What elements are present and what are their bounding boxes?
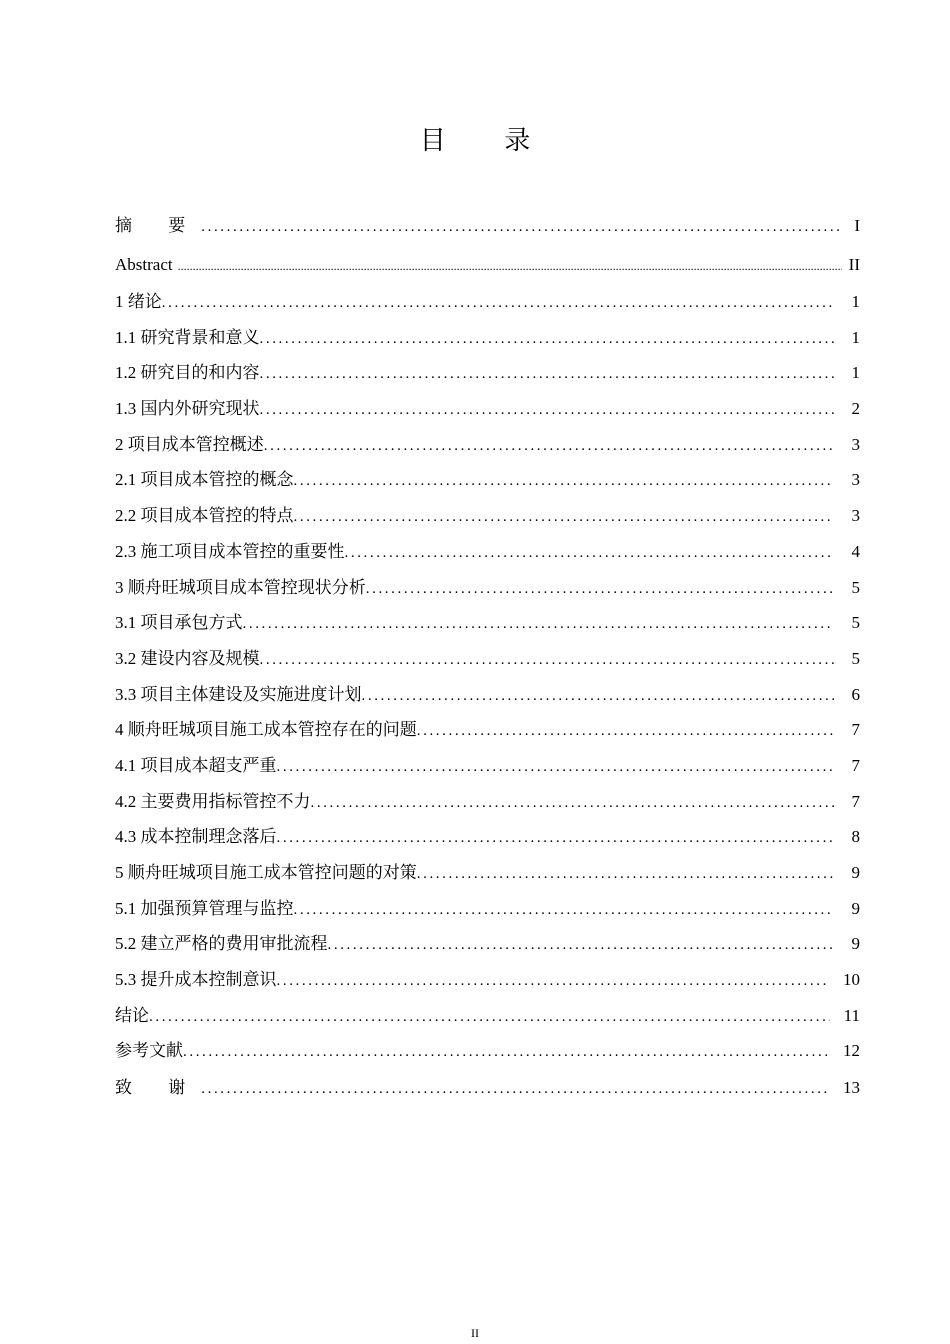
toc-entry-page: 8 xyxy=(851,827,860,847)
toc-entry-page: 1 xyxy=(851,363,860,383)
toc-entry[interactable] xyxy=(115,712,860,748)
toc-entry-label: 4.3 成本控制理念落后 xyxy=(115,827,277,847)
toc-leader-dots xyxy=(294,464,835,498)
toc-leader-dots xyxy=(201,208,842,246)
toc-entry[interactable] xyxy=(115,284,860,320)
toc-leader-dots xyxy=(366,572,834,606)
toc-leader-dots xyxy=(277,750,835,784)
toc-leader-dots xyxy=(417,714,834,748)
toc-entry-page: 7 xyxy=(851,791,860,811)
toc-entry-label: 1 绪论 xyxy=(115,292,162,311)
toc-entry[interactable] xyxy=(115,498,860,534)
toc-entry-label: 1.1 研究背景和意义 xyxy=(115,327,260,347)
toc-entry-page: I xyxy=(854,216,860,235)
toc-entry-page: 10 xyxy=(843,970,860,990)
toc-leader-dots xyxy=(417,857,834,891)
toc-entry[interactable] xyxy=(115,748,860,784)
toc-entry-page: 3 xyxy=(851,470,860,490)
toc-entry-label: 结论 xyxy=(115,1005,149,1025)
toc-entry-page: 12 xyxy=(843,1041,860,1061)
toc-entry-page: 1 xyxy=(851,327,860,347)
toc-leader-dots xyxy=(183,1035,829,1069)
toc-leader-dots xyxy=(328,928,835,962)
toc-entry-acknowledgements[interactable] xyxy=(115,1069,860,1108)
toc-leader-dots xyxy=(311,786,835,820)
toc-leader-dots xyxy=(260,393,835,427)
toc-entry[interactable] xyxy=(115,962,860,998)
toc-entry-page: 9 xyxy=(851,934,860,954)
toc-entry[interactable] xyxy=(115,534,860,570)
toc-entry-label: 5 顺舟旺城项目施工成本管控问题的对策 xyxy=(115,863,417,882)
toc-entry[interactable] xyxy=(115,641,860,677)
toc-leader-dots xyxy=(178,247,842,285)
toc-entry-label: 2.1 项目成本管控的概念 xyxy=(115,470,294,490)
toc-entry[interactable] xyxy=(115,427,860,463)
toc-entry-page: 5 xyxy=(851,613,860,633)
toc-entry[interactable] xyxy=(115,462,860,498)
toc-entry-label: 3.1 项目承包方式 xyxy=(115,613,243,633)
toc-leader-dots xyxy=(162,286,834,320)
toc-leader-dots xyxy=(201,1070,829,1108)
toc-entry-page: 7 xyxy=(851,755,860,775)
toc-entry[interactable] xyxy=(115,570,860,606)
toc-leader-dots xyxy=(264,429,834,463)
toc-entry[interactable] xyxy=(115,677,860,713)
toc-entry-label: 5.2 建立严格的费用审批流程 xyxy=(115,934,328,954)
toc-entry[interactable] xyxy=(115,391,860,427)
toc-entry-label: 2.3 施工项目成本管控的重要性 xyxy=(115,541,345,561)
toc-entry-label: 4.1 项目成本超支严重 xyxy=(115,755,277,775)
toc-entry-page: 3 xyxy=(851,506,860,526)
toc-entry-label: 4 顺舟旺城项目施工成本管控存在的问题 xyxy=(115,720,417,740)
toc-leader-dots xyxy=(277,821,835,855)
toc-entry-label: 2.2 项目成本管控的特点 xyxy=(115,506,294,526)
toc-entry[interactable] xyxy=(115,355,860,391)
page-title: 目 录 xyxy=(419,126,557,155)
toc-entry-page: 4 xyxy=(851,541,860,561)
toc-entry[interactable] xyxy=(115,891,860,927)
toc-entry-label: 参考文献 xyxy=(115,1041,183,1061)
toc-entry-label: 5.1 加强预算管理与监控 xyxy=(115,898,294,918)
toc-leader-dots xyxy=(260,322,835,356)
toc-entry-label: 3.2 建设内容及规模 xyxy=(115,648,260,668)
toc-leader-dots xyxy=(243,607,835,641)
toc-entry[interactable] xyxy=(115,855,860,891)
page-number-footer: II xyxy=(471,1326,479,1340)
toc-entry-label: 2 项目成本管控概述 xyxy=(115,434,264,454)
toc-leader-dots xyxy=(260,357,835,391)
toc-entry[interactable] xyxy=(115,926,860,962)
toc-entry-page: 3 xyxy=(851,434,860,454)
toc-entry[interactable] xyxy=(115,819,860,855)
toc-entry-page: 5 xyxy=(851,648,860,668)
toc-entry-page: 13 xyxy=(843,1078,860,1098)
toc-entry-label: 致 谢 xyxy=(115,1078,202,1098)
table-of-contents xyxy=(115,207,860,1108)
toc-entry-label: Abstract xyxy=(115,254,173,274)
toc-leader-dots xyxy=(260,643,835,677)
toc-leader-dots xyxy=(149,1000,830,1034)
toc-entry-page: 11 xyxy=(843,1005,860,1025)
toc-entry-page: 5 xyxy=(851,577,860,597)
toc-entry[interactable] xyxy=(115,320,860,356)
toc-entry-abstract-cn[interactable] xyxy=(115,207,860,246)
toc-entry-page: 9 xyxy=(851,898,860,918)
toc-entry-label: 1.3 国内外研究现状 xyxy=(115,399,260,419)
toc-entry-label: 4.2 主要费用指标管控不力 xyxy=(115,791,311,811)
toc-entry-page: II xyxy=(848,254,860,274)
toc-leader-dots xyxy=(294,500,835,534)
toc-leader-dots xyxy=(277,964,830,998)
toc-leader-dots xyxy=(362,679,835,713)
toc-entry-references[interactable] xyxy=(115,1033,860,1069)
toc-entry[interactable] xyxy=(115,784,860,820)
toc-entry-label: 3.3 项目主体建设及实施进度计划 xyxy=(115,684,362,704)
toc-entry-page: 6 xyxy=(851,684,860,704)
toc-entry-label: 1.2 研究目的和内容 xyxy=(115,363,260,383)
toc-entry-label: 3 顺舟旺城项目成本管控现状分析 xyxy=(115,577,366,597)
toc-entry-page: 7 xyxy=(851,720,860,740)
toc-entry-label: 摘 要 xyxy=(115,216,202,235)
toc-entry-page: 9 xyxy=(851,863,860,882)
toc-entry[interactable] xyxy=(115,605,860,641)
toc-entry-label: 5.3 提升成本控制意识 xyxy=(115,970,277,990)
toc-leader-dots xyxy=(294,893,835,927)
toc-entry-abstract-en[interactable] xyxy=(115,246,860,285)
toc-entry-page: 2 xyxy=(851,399,860,419)
toc-entry-page: 1 xyxy=(851,292,860,311)
toc-entry-conclusion[interactable] xyxy=(115,998,860,1034)
toc-leader-dots xyxy=(345,536,835,570)
